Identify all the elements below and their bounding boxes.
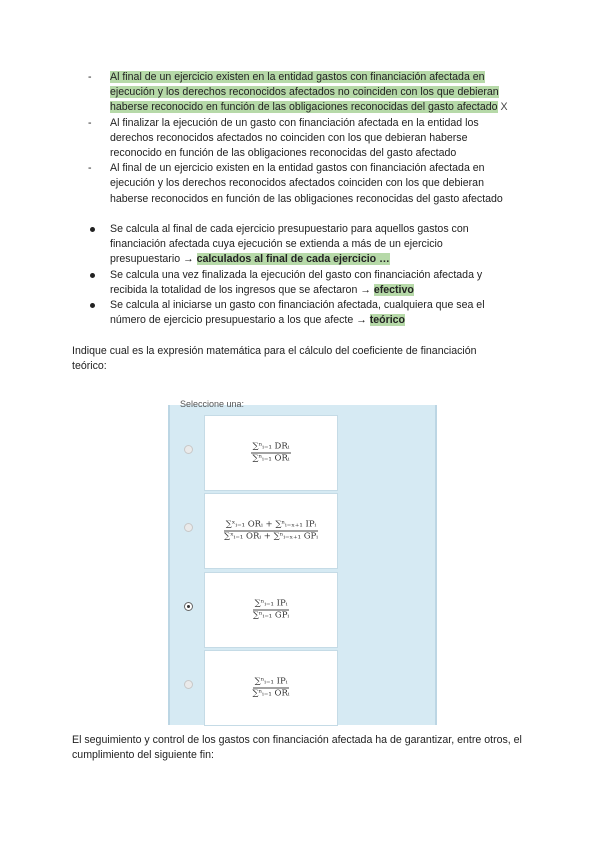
formula-denominator: ∑ˣᵢ₌₁ ORᵢ + ∑ⁿᵢ₌ₓ₊₁ GPᵢ <box>224 531 318 542</box>
quiz-header: Seleccione una: <box>180 399 245 409</box>
dash-list <box>88 70 508 207</box>
dash-marker: - <box>88 162 92 175</box>
radio-option-2[interactable] <box>184 523 193 532</box>
bullet-text: Se calcula al iniciarse un gasto con financiación afectada, cualquiera que sea el número de ejercicio presupuestario a los que afecte → <box>110 299 485 327</box>
formula-denominator: ∑ⁿᵢ₌₁ GPᵢ <box>252 610 290 621</box>
formula-box <box>204 493 338 569</box>
dash-item-text: Al final de un ejercicio existen en la entidad gastos con financiación afectada en ejecución y los derechos reconocidos afectados no coinciden con los que debieran haberse reconocido en función de las obligaciones reconocidas del gasto afectado <box>110 71 499 114</box>
dash-marker: - <box>88 116 92 129</box>
dash-item-3 <box>88 161 508 207</box>
formula-numerator: ∑ⁿᵢ₌₁ DRᵢ <box>252 441 290 452</box>
quiz-option-2[interactable] <box>170 491 435 567</box>
dash-item-1 <box>88 70 508 116</box>
bullet-answer: teórico <box>369 314 406 327</box>
formula-denominator: ∑ⁿᵢ₌₁ ORᵢ <box>252 688 290 699</box>
x-mark: X <box>500 101 508 114</box>
dash-marker: - <box>88 71 92 83</box>
formula-box <box>204 650 338 726</box>
bullet-item-1 <box>88 222 508 268</box>
bullet-item-2 <box>88 268 508 298</box>
bullet-answer: calculados al final de cada ejercicio … <box>196 253 390 266</box>
quiz-screenshot <box>168 399 437 725</box>
dash-item-text: Al finalizar la ejecución de un gasto con financiación afectada en la entidad los derechos reconocidos afectados no coinciden con los que debieran haberse reconocido en función de las obligaciones reconocidas del gasto afectado <box>110 116 479 160</box>
formula-numerator: ∑ˣᵢ₌₁ ORᵢ + ∑ⁿᵢ₌ₓ₊₁ IPᵢ <box>225 519 317 530</box>
question-text: Indique cual es la expresión matemática para el cálculo del coeficiente de financiación teórico: <box>72 345 477 373</box>
formula-box <box>204 415 338 491</box>
bullet-dot <box>90 273 95 278</box>
formula-box <box>204 572 338 648</box>
dash-item-text: Al final de un ejercicio existen en la entidad gastos con financiación afectada en ejecución y los derechos reconocidos afectados coinciden con los que debieran haberse reconocidos en función de las obligaciones reconocidas del gasto afectado <box>110 162 503 205</box>
quiz-option-3[interactable] <box>170 570 435 646</box>
formula-numerator: ∑ⁿᵢ₌₁ IPᵢ <box>254 598 288 609</box>
bullet-text: Se calcula una vez finalizada la ejecución del gasto con financiación afectada y recibida la totalidad de los ingresos que se afectaron → <box>110 268 483 296</box>
quiz-option-1[interactable] <box>170 413 435 489</box>
radio-option-4[interactable] <box>184 680 193 689</box>
quiz-option-4[interactable] <box>170 648 435 724</box>
bullet-answer: efectivo <box>373 283 414 296</box>
dash-item-2 <box>88 116 508 162</box>
bullet-text: Se calcula al final de cada ejercicio presupuestario para aquellos gastos con financiación afectada cuya ejecución se extienda a más de un ejercicio presupuestario → <box>110 223 469 266</box>
bullet-dot <box>90 227 95 232</box>
radio-option-1[interactable] <box>184 445 193 454</box>
bullet-dot <box>90 303 95 308</box>
formula-denominator: ∑ⁿᵢ₌₁ ORᵢ <box>252 453 290 464</box>
formula-numerator: ∑ⁿᵢ₌₁ IPᵢ <box>254 676 288 687</box>
bullet-list <box>88 222 508 328</box>
bottom-text: El seguimiento y control de los gastos con financiación afectada ha de garantizar, entre otros, el cumplimiento del siguiente fin: <box>72 734 522 762</box>
bullet-item-3 <box>88 298 508 328</box>
radio-option-3-selected[interactable] <box>184 602 193 611</box>
